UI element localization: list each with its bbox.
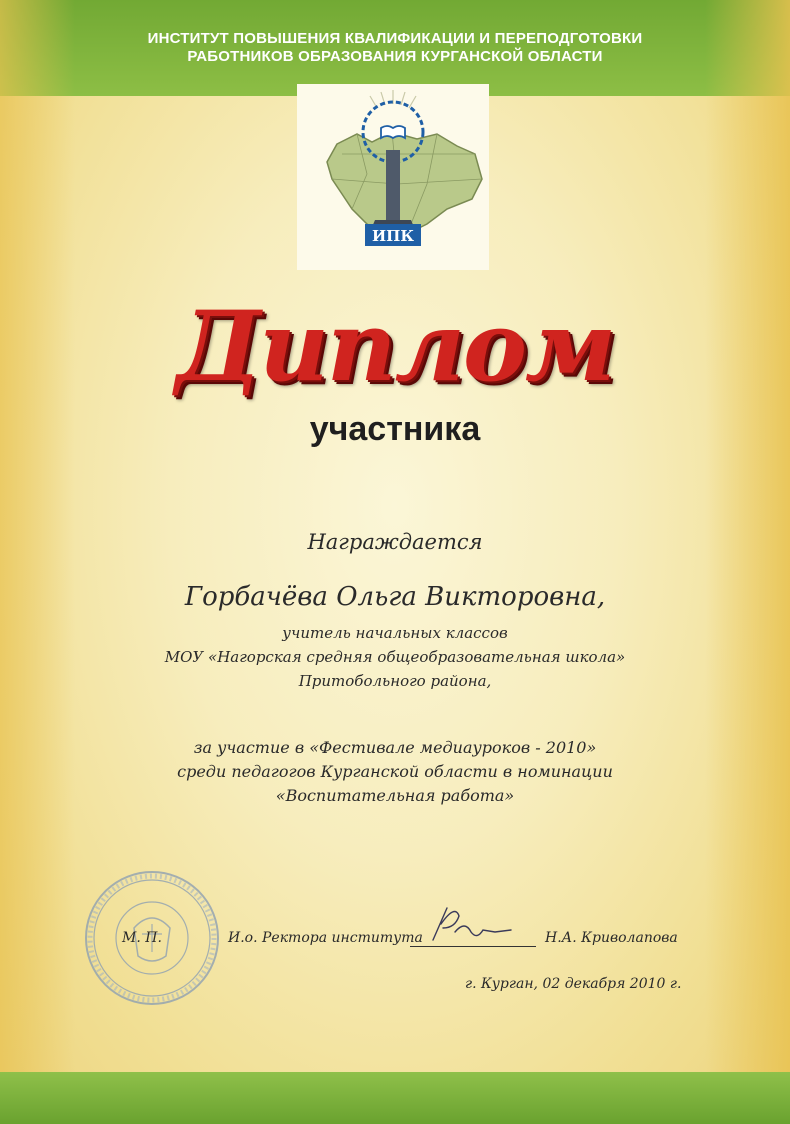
reason-line-1: за участие в «Фестивале медиауроков - 2010» <box>193 738 597 757</box>
signer-name: Н.А. Криволапова <box>545 930 678 946</box>
column-shape <box>386 150 400 220</box>
ipk-label: ИПК <box>372 227 414 245</box>
recipient-school: МОУ «Нагорская средняя общеобразовательная школа» <box>164 648 626 666</box>
book-icon <box>381 126 405 138</box>
awarded-label: Награждается <box>307 530 483 554</box>
left-gold-stripe <box>0 0 75 1124</box>
bottom-green-band <box>0 1072 790 1124</box>
recipient-name: Горбачёва Ольга Викторовна, <box>184 582 606 612</box>
institute-line-2: РАБОТНИКОВ ОБРАЗОВАНИЯ КУРГАНСКОЙ ОБЛАСТИ <box>187 48 603 65</box>
institute-line-1: ИНСТИТУТ ПОВЫШЕНИЯ КВАЛИФИКАЦИИ И ПЕРЕПОДГОТОВКИ <box>147 30 643 47</box>
handwritten-signature-icon <box>425 902 515 946</box>
signer-title: И.о. Ректора института <box>228 930 423 946</box>
reason-line-3: «Воспитательная работа» <box>275 786 515 805</box>
right-gold-stripe <box>705 0 790 1124</box>
ipk-logo-icon <box>297 84 489 270</box>
institute-name <box>0 30 790 66</box>
stamp-placeholder-label: М. П. <box>122 930 162 946</box>
place-and-date: г. Курган, 02 декабря 2010 г. <box>465 976 682 992</box>
recipient-position: учитель начальных классов <box>282 624 508 642</box>
recipient-district: Притобольного района, <box>298 672 492 690</box>
diploma-title: Диплом <box>175 290 615 403</box>
signature-line <box>410 946 536 947</box>
reason-line-2: среди педагогов Курганской области в номинации <box>177 762 613 781</box>
diploma-subtitle: участника <box>309 410 481 448</box>
